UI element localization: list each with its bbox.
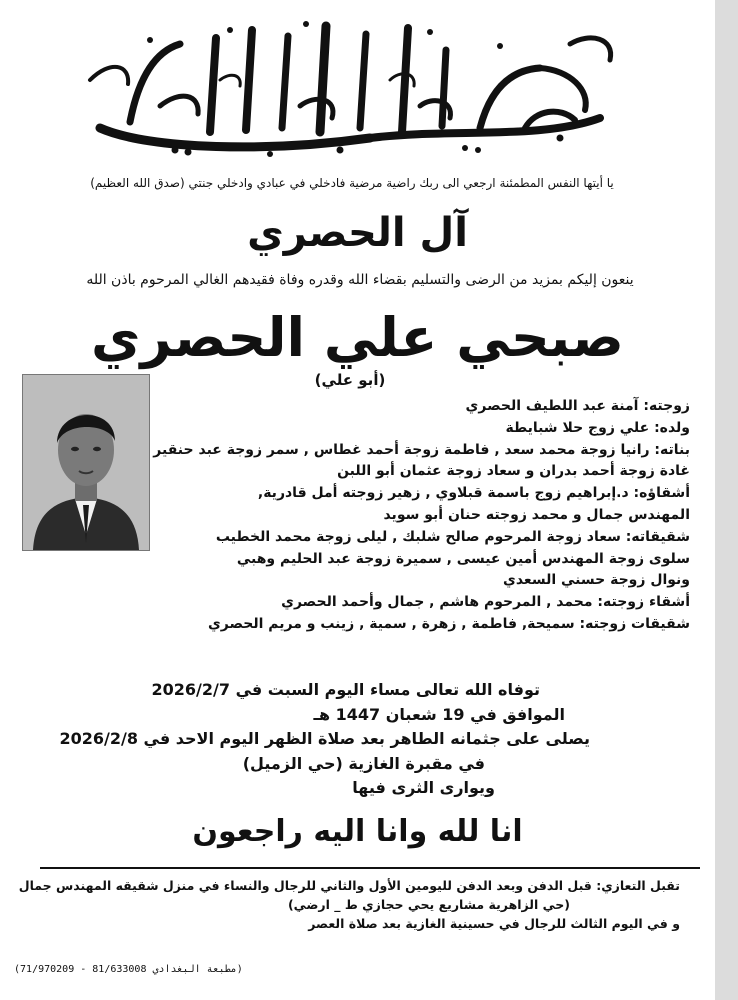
relatives-line-wife-sisters: شقيقات زوجته: سميحة, فاطمة , زهرة , سمية , زينب و مريم الحصري: [207, 615, 690, 632]
prayer-line: يصلى على جثمانه الطاهر بعد صلاة الظهر اليوم الاحد في 2026/2/8: [59, 729, 590, 748]
calligraphy-artwork: [70, 10, 630, 160]
relatives-line-sisters: شقيقاته: سعاد زوجة المرحوم صالح شلبك , ليلى زوجة محمد الخطيب: [215, 528, 690, 545]
relatives-line-wife: زوجته: آمنة عبد اللطيف الحصري: [465, 398, 690, 414]
relatives-line-brothers: أشقاؤه: د.إبراهيم زوج باسمة قبلاوي , زهير زوجته أمل قادرية,: [257, 485, 690, 502]
closing-phrase: انا لله وانا اليه راجعون: [192, 814, 523, 849]
portrait-image: [23, 375, 149, 550]
death-info: [60, 678, 680, 801]
deceased-name: صبحي علي الحصري: [91, 306, 624, 369]
relatives-line-wife-brothers: أشقاء زوجته: محمد , المرحوم هاشم , جمال وأحمد الحصري: [281, 594, 690, 611]
relatives-line-sisters-cont: سلوى زوجة المهندس أمين عيسى , سميرة زوجة عبد الحليم وهبي: [236, 550, 690, 567]
relatives-line-sisters-cont2: ونوال زوجة حسني السعدي: [503, 572, 690, 589]
relatives-list: [153, 396, 690, 636]
relatives-line-daughters-cont: غادة زوجة أحمد بدران و سعاد زوجة عثمان أبو اللبن: [337, 463, 690, 480]
relatives-line-son: ولده: علي زوج حلا شبايطة: [505, 419, 690, 436]
condolences-line-2: (حي الزاهرية مشاريع يحي حجازي ط _ ارضي): [287, 897, 570, 912]
announcement-text: ينعون إليكم بمزيد من الرضى والتسليم بقضاء الله وقدره وفاة فقيدهم الغالي المرحوم باذن الله: [86, 272, 634, 288]
quran-verse: يا أيتها النفس المطمئنة ارجعي الى ربك راضية مرضية فادخلي في عبادي وادخلي جنتي (صدق الله العظيم): [90, 176, 614, 190]
condolences-info: [18, 876, 680, 933]
deceased-nickname: (أبو علي): [314, 371, 386, 389]
printer-credit: (مطبعة البغدادي 81/633008 - 71/970209): [14, 964, 243, 975]
cemetery-line: في مقبرة الغازية (حي الزميل): [242, 753, 485, 773]
family-title: آل الحصري: [247, 210, 468, 256]
relatives-line-brothers-cont: المهندس جمال و محمد زوجته حنان أبو سويد: [383, 506, 690, 523]
hijri-date-line: الموافق في 19 شعبان 1447 هـ: [313, 704, 565, 724]
condolences-line-3: و في اليوم الثالث للرجال في حسينية الغازية بعد صلاة العصر: [308, 916, 680, 931]
burial-line: ويوارى الثرى فيها: [352, 778, 495, 797]
death-date-line: توفاه الله تعالى مساء اليوم السبت في 2026/2/7: [151, 680, 540, 699]
divider-line: [40, 867, 700, 869]
page-margin-strip: [715, 0, 738, 1000]
relatives-line-daughters: بناته: رانيا زوجة محمد سعد , فاطمة زوجة أحمد غطاس , سمر زوجة عبد حنقير: [153, 441, 690, 458]
header-calligraphy: [70, 10, 630, 160]
condolences-line-1: تقبل التعازي: قبل الدفن وبعد الدفن لليومين الأول والثاني للرجال والنساء في منزل شقيقه المهندس جمال: [18, 878, 680, 893]
deceased-photo: [22, 374, 150, 551]
